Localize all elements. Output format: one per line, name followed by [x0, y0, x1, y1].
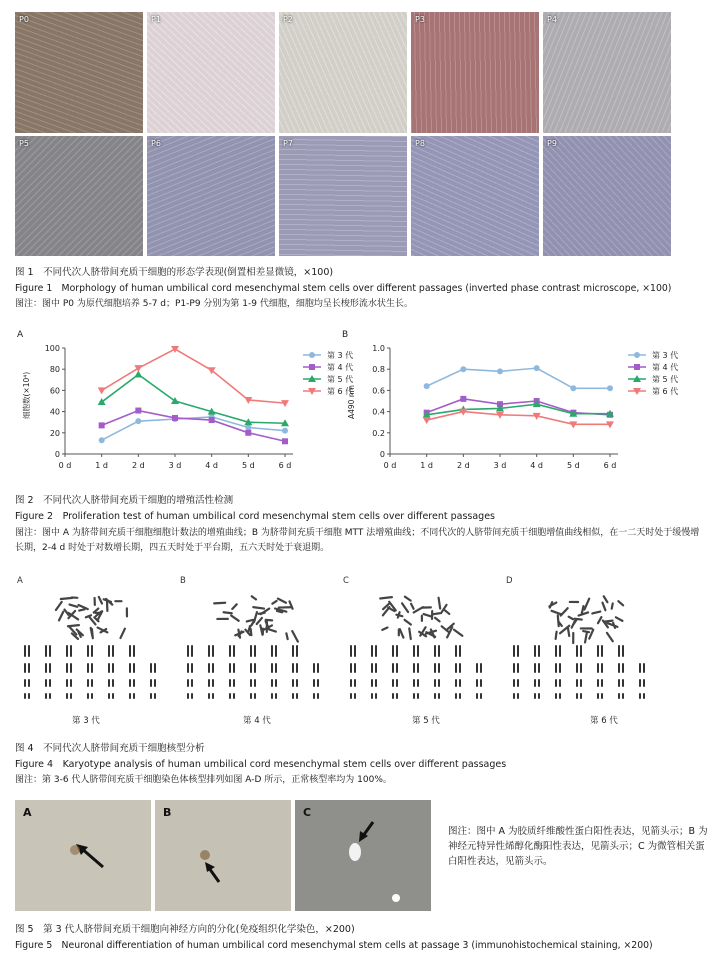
figure4-note: 图注：第 3-6 代人脐带间充质干细胞染色体核型排列如图 A-D 所示，正常核型率均为 100%。: [15, 775, 392, 785]
micrograph-p1: P1: [147, 12, 275, 133]
chart-a-xtick-label: 5 d: [241, 461, 255, 470]
chromosome-mark: [224, 612, 232, 613]
chromosome-mark: [439, 598, 441, 609]
chart-b-point-0-5: [607, 385, 613, 391]
chart-b-point-0-4: [570, 385, 576, 391]
chart-b-point-0-0: [424, 383, 430, 389]
chart-a-point-0-4: [245, 425, 251, 431]
chart-a-point-1-5: [282, 438, 288, 444]
chromosome-mark: [214, 603, 225, 604]
chromosome-mark: [579, 612, 588, 615]
chart-a-ytick-label: 20: [49, 428, 60, 438]
karyotype-panel-c: C: [341, 574, 501, 704]
karyotype-caption-a: 第 3 代: [72, 716, 100, 726]
chromosome-mark: [292, 631, 298, 642]
chart-a-xtick-label: 1 d: [95, 461, 109, 470]
chromosome-mark: [400, 629, 404, 637]
figure2-caption-en: Figure 2 Proliferation test of human umbilical cord mesenchymal stem cells over different passages: [15, 511, 495, 522]
chromosome-mark: [92, 629, 93, 638]
chromosome-mark: [380, 597, 392, 598]
chromosome-mark: [592, 612, 600, 614]
chart-a-series-line-2: [102, 375, 285, 424]
chart-b-legend-marker-0: [634, 352, 640, 358]
chromosome-mark: [612, 603, 613, 608]
chromosome-mark: [104, 599, 111, 602]
micrograph-p7: P7: [279, 136, 407, 256]
chart-a-legend-label-2: 第 5 代: [327, 375, 354, 384]
chart-b-xtick-label: 6 d: [603, 461, 617, 470]
chromosome-mark: [277, 611, 282, 612]
chromosome-mark: [589, 630, 593, 639]
chromosome-mark: [405, 597, 411, 601]
ihc-panel-a: A: [15, 800, 151, 911]
chromosome-mark: [251, 629, 252, 635]
chromosome-mark: [568, 628, 569, 636]
chart-b-series-line-0: [427, 368, 610, 388]
micrograph-p3: P3: [411, 12, 539, 133]
chart-a-point-0-5: [282, 428, 288, 434]
chromosome-mark: [247, 620, 253, 622]
chart-a-point-1-1: [135, 408, 141, 414]
chromosome-mark: [445, 610, 450, 614]
chart-b-xtick-label: 4 d: [530, 461, 544, 470]
chromosome-mark: [396, 615, 402, 616]
chart-b-legend-label-1: 第 4 代: [652, 363, 679, 372]
chart-b-xtick-label: 2 d: [456, 461, 470, 470]
karyotype-panel-b: B: [178, 574, 338, 704]
chart-a-xtick-label: 4 d: [205, 461, 219, 470]
chart-b-point-1-1: [460, 396, 466, 402]
micrograph-p8: P8: [411, 136, 539, 256]
chromosome-mark: [121, 629, 125, 638]
chart-a-ytick-label: 60: [49, 386, 60, 396]
chromosome-mark: [61, 598, 73, 599]
chart-a-point-1-0: [99, 422, 105, 428]
karyotype-caption-d: 第 6 代: [590, 716, 618, 726]
chromosome-mark: [585, 633, 587, 642]
chart-b-legend-label-2: 第 5 代: [652, 375, 679, 384]
chart-b-legend-marker-1: [634, 364, 640, 370]
chart-a-point-3-2: [171, 346, 179, 353]
micrograph-p0: P0: [15, 12, 143, 133]
chromosome-mark: [433, 613, 440, 614]
chromosome-mark: [569, 617, 573, 620]
micrograph-p4: P4: [543, 12, 671, 133]
karyotype-caption-c: 第 5 代: [412, 716, 440, 726]
chromosome-mark: [607, 633, 613, 641]
chart-b-ytick-label: 0.8: [372, 365, 385, 375]
chart-a-legend-marker-1: [309, 364, 315, 370]
chromosome-mark: [572, 621, 575, 628]
chromosome-mark: [79, 609, 84, 610]
chromosome-mark: [252, 596, 256, 599]
chart-a-xtick-label: 6 d: [278, 461, 292, 470]
chromosome-mark: [552, 611, 562, 615]
chromosome-mark: [402, 603, 408, 612]
chart-a-point-1-4: [245, 430, 251, 436]
chromosome-mark: [602, 603, 605, 611]
chart-b-ytick-label: 0.2: [372, 428, 385, 438]
chromosome-mark: [604, 596, 608, 602]
chromosome-mark: [99, 597, 102, 604]
chromosome-mark: [556, 632, 557, 639]
figure1-note: 图注：图中 P0 为原代细胞培养 5-7 d；P1-P9 分别为第 1-9 代细胞，细胞均呈长梭形流水状生长。: [15, 299, 413, 309]
chart-a-ytick-label: 100: [44, 344, 60, 353]
chart-a-series-line-0: [102, 417, 285, 440]
figure1-caption-en: Figure 1 Morphology of human umbilical cord mesenchymal stem cells over different passages (inverted phase contrast microscope, ×100): [15, 283, 672, 294]
micrograph-p2: P2: [279, 12, 407, 133]
chart-a-point-3-1: [134, 365, 142, 372]
ihc-panel-c: C: [295, 800, 431, 911]
chart-b-xtick-label: 3 d: [493, 461, 507, 470]
figure1-caption-cn: 图 1 不同代次人脐带间充质干细胞的形态学表现(倒置相差显微镜，×100): [15, 267, 334, 278]
chromosome-mark: [59, 612, 63, 621]
chart-a: [15, 325, 355, 485]
micrograph-p5: P5: [15, 136, 143, 256]
chart-a-series-line-3: [102, 349, 285, 403]
chromosome-mark: [616, 617, 623, 621]
karyotype-caption-b: 第 4 代: [243, 716, 271, 726]
chart-a-point-3-0: [98, 387, 106, 394]
chromosome-mark: [409, 628, 411, 639]
chart-b-xtick-label: 5 d: [566, 461, 580, 470]
chromosome-mark: [584, 599, 589, 610]
chart-b-ylabel: A490 nm: [347, 385, 356, 419]
chart-a-ytick-label: 80: [49, 365, 60, 375]
chromosome-mark: [231, 616, 239, 621]
chart-b-legend-label-0: 第 3 代: [652, 351, 679, 360]
chart-a-legend-marker-0: [309, 352, 315, 358]
chart-b-ytick-label: 0.6: [372, 386, 385, 396]
chromosome-mark: [78, 605, 87, 609]
chromosome-mark: [618, 601, 623, 605]
karyotype-panel-a: A: [15, 574, 175, 704]
chromosome-mark: [598, 617, 601, 623]
chromosome-mark: [278, 599, 286, 603]
chromosome-mark: [286, 633, 287, 639]
karyotype-panel-d: D: [504, 574, 664, 704]
figure5-caption-en: Figure 5 Neuronal differentiation of human umbilical cord mesenchymal stem cells at passage 3 (immunohistochemical staining, ×200): [15, 940, 653, 951]
chromosome-mark: [454, 630, 462, 636]
chromosome-mark: [604, 621, 613, 622]
chart-b: [340, 325, 680, 485]
chromosome-mark: [435, 618, 440, 622]
figure5-side-note: 图注：图中 A 为胶质纤维酸性蛋白阳性表达，见箭头示；B 为神经元特异性烯醇化酶阳性表达，见箭头示；C 为微管相关蛋白阳性表达，见箭头示。: [448, 826, 708, 867]
chart-b-point-0-1: [460, 366, 466, 372]
chromosome-mark: [266, 620, 272, 621]
chart-b-point-3-0: [423, 417, 431, 424]
arrow-b: [209, 868, 219, 882]
chart-b-ytick-label: 0: [379, 450, 385, 459]
chromosome-mark: [260, 625, 262, 634]
chart-b-point-0-2: [497, 368, 503, 374]
chart-b-xtick-label: 0 d: [383, 461, 397, 470]
chromosome-mark: [253, 607, 264, 608]
chart-b-panel-label: B: [342, 330, 349, 340]
chromosome-mark: [405, 620, 411, 625]
chromosome-mark: [411, 604, 414, 609]
chromosome-mark: [272, 601, 276, 604]
chart-b-legend-label-3: 第 6 代: [652, 387, 679, 396]
chromosome-mark: [70, 605, 78, 607]
chromosome-mark: [382, 628, 387, 630]
chart-a-xtick-label: 2 d: [131, 461, 145, 470]
chromosome-mark: [561, 608, 568, 615]
chromosome-mark: [424, 614, 432, 616]
chart-a-panel-label: A: [17, 330, 24, 340]
chromosome-mark: [582, 606, 584, 613]
chromosome-mark: [56, 602, 62, 610]
figure4-caption-en: Figure 4 Karyotype analysis of human umbilical cord mesenchymal stem cells over different passages: [15, 759, 507, 770]
chart-a-point-1-2: [172, 415, 178, 421]
chart-a-ylabel: 细胞数(×10⁴): [22, 371, 31, 419]
chart-a-legend-label-1: 第 4 代: [327, 363, 354, 372]
chart-a-xtick-label: 0 d: [58, 461, 72, 470]
chart-b-ytick-label: 1.0: [372, 344, 385, 353]
chromosome-mark: [583, 631, 589, 632]
chart-a-point-0-0: [99, 437, 105, 443]
micrograph-p9: P9: [543, 136, 671, 256]
chart-b-ytick-label: 0.4: [372, 407, 385, 417]
chromosome-mark: [248, 626, 250, 633]
figure2-caption-cn: 图 2 不同代次人脐带间充质干细胞的增殖活性检测: [15, 495, 234, 506]
chromosome-mark: [257, 618, 262, 624]
chart-a-point-0-1: [135, 418, 141, 424]
figure1-grid: [15, 12, 671, 256]
figure5-caption-cn: 图 5 第 3 代人脐带间充质干细胞向神经方向的分化(免疫组织化学染色，×200): [15, 924, 355, 935]
ihc-panel-b: B: [155, 800, 291, 911]
chart-b-point-0-3: [534, 365, 540, 371]
chart-b-xtick-label: 1 d: [420, 461, 434, 470]
chart-a-xtick-label: 3 d: [168, 461, 182, 470]
micrograph-p6: P6: [147, 136, 275, 256]
chromosome-mark: [269, 629, 276, 631]
chart-a-ytick-label: 40: [49, 407, 60, 417]
figure4-caption-cn: 图 4 不同代次人脐带间充质干细胞核型分析: [15, 743, 205, 754]
chart-a-legend-label-0: 第 3 代: [327, 351, 354, 360]
chart-a-point-1-3: [209, 417, 215, 423]
figure2-note: 图注：图中 A 为脐带间充质干细胞细胞计数法的增殖曲线；B 为脐带间充质干细胞 MTT 法增殖曲线；不同代次的人脐带间充质干细胞增值曲线相似，在一二天时处于缓慢增长期，2-4 d 时处于对数增长期，四五天时处于平台期，五六天时处于衰退期。: [15, 528, 700, 553]
chart-a-legend-label-3: 第 6 代: [327, 387, 354, 396]
chromosome-mark: [232, 604, 236, 609]
chart-a-ytick-label: 0: [54, 450, 60, 459]
